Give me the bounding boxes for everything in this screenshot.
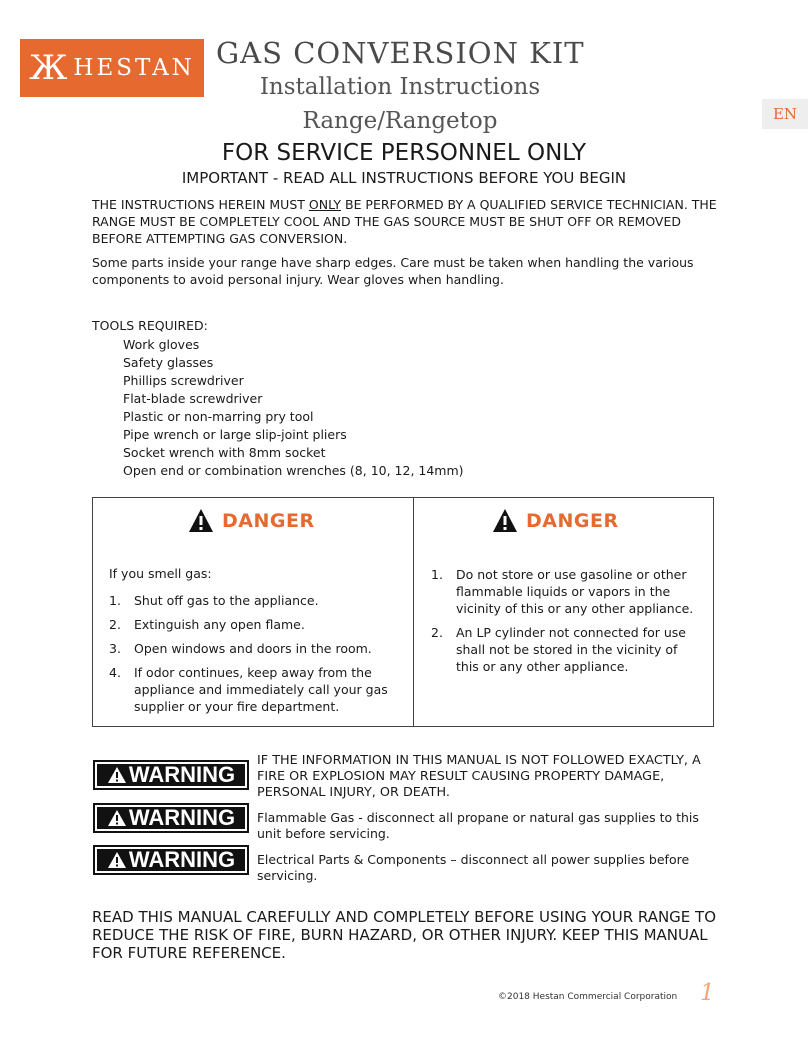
subtitle-product: Range/Rangetop	[302, 108, 498, 134]
warning-label: WARNING	[128, 762, 236, 787]
read-manual-notice: READ THIS MANUAL CAREFULLY AND COMPLETELY BEFORE USING YOUR RANGE TO REDUCE THE RISK OF FIRE, BURN HAZARD, OR OTHER INJURY. KEEP THIS MANUAL FOR FUTURE REFERENCE.	[92, 908, 717, 962]
danger-label: DANGER	[526, 510, 619, 532]
warning-label: WARNING	[128, 847, 236, 872]
warning-triangle-icon	[107, 851, 127, 869]
list-item: 2. An LP cylinder not connected for use shall not be stored in the vicinity of this or any other appliance.	[431, 625, 686, 674]
copyright-footer: ©2018 Hestan Commercial Corporation	[498, 992, 678, 1002]
sharp-edges-paragraph: Some parts inside your range have sharp edges. Care must be taken when handling the various components to avoid personal injury. Wear gloves when handling.	[92, 255, 694, 287]
warning-text-flammable-gas: Flammable Gas - disconnect all propane or natural gas supplies to this unit before servicing.	[257, 810, 699, 841]
warning-triangle-icon	[107, 766, 127, 784]
warning-badge	[93, 803, 249, 833]
danger-header-left	[188, 508, 315, 534]
danger-label: DANGER	[222, 510, 315, 532]
warning-triangle-icon	[188, 508, 214, 534]
list-item: 3. Open windows and doors in the room.	[109, 641, 372, 656]
list-item: Phillips screwdriver	[123, 373, 244, 388]
tools-list	[123, 336, 464, 480]
list-item: Open end or combination wrenches (8, 10, 12, 14mm)	[123, 463, 464, 478]
important-notice: IMPORTANT - READ ALL INSTRUCTIONS BEFORE YOU BEGIN	[181, 169, 627, 187]
list-item: 1. Shut off gas to the appliance.	[109, 593, 319, 608]
danger-left-list	[109, 592, 399, 722]
tools-heading: TOOLS REQUIRED:	[92, 318, 208, 333]
warning-text-electrical: Electrical Parts & Components – disconnect all power supplies before servicing.	[257, 852, 690, 883]
subtitle-installation: Installation Instructions	[259, 74, 541, 100]
warning-triangle-icon	[107, 809, 127, 827]
list-item: 2. Extinguish any open flame.	[109, 617, 305, 632]
danger-divider	[413, 497, 414, 727]
danger-right-list	[431, 566, 701, 682]
list-item: Socket wrench with 8mm socket	[123, 445, 326, 460]
hestan-logo-mark: Ж	[29, 48, 68, 88]
list-item: Flat-blade screwdriver	[123, 391, 263, 406]
warning-label: WARNING	[128, 805, 236, 830]
list-item: Work gloves	[123, 337, 200, 352]
hestan-logo-text: HESTAN	[73, 55, 195, 81]
page-title: GAS CONVERSION KIT	[216, 36, 585, 70]
page-number: 1	[700, 980, 715, 1006]
list-item: Pipe wrench or large slip-joint pliers	[123, 427, 347, 442]
danger-header-right	[492, 508, 619, 534]
smell-gas-intro: If you smell gas:	[109, 566, 212, 581]
list-item: Safety glasses	[123, 355, 214, 370]
warning-text-manual: IF THE INFORMATION IN THIS MANUAL IS NOT FOLLOWED EXACTLY, A FIRE OR EXPLOSION MAY RESULT CAUSING PROPERTY DAMAGE, PERSONAL INJURY, OR DEATH.	[257, 753, 701, 800]
warning-badge	[93, 845, 249, 875]
list-item: 4. If odor continues, keep away from the appliance and immediately call your gas supplier or your fire department.	[109, 665, 388, 714]
qualified-technician-paragraph: THE INSTRUCTIONS HEREIN MUST ONLY BE PERFORMED BY A QUALIFIED SERVICE TECHNICIAN. THE RANGE MUST BE COMPLETELY COOL AND THE GAS SOURCE MUST BE SHUT OFF OR REMOVED BEFORE ATTEMPTING GAS CONVERSION.	[92, 197, 717, 246]
warning-badge	[93, 760, 249, 790]
warning-triangle-icon	[492, 508, 518, 534]
list-item: Plastic or non-marring pry tool	[123, 409, 314, 424]
emphasis-only: ONLY	[308, 197, 342, 212]
language-tab: EN	[762, 99, 808, 129]
service-personnel-heading: FOR SERVICE PERSONNEL ONLY	[221, 140, 587, 166]
list-item: 1. Do not store or use gasoline or other flammable liquids or vapors in the vicinity of this or any other appliance.	[431, 567, 694, 616]
